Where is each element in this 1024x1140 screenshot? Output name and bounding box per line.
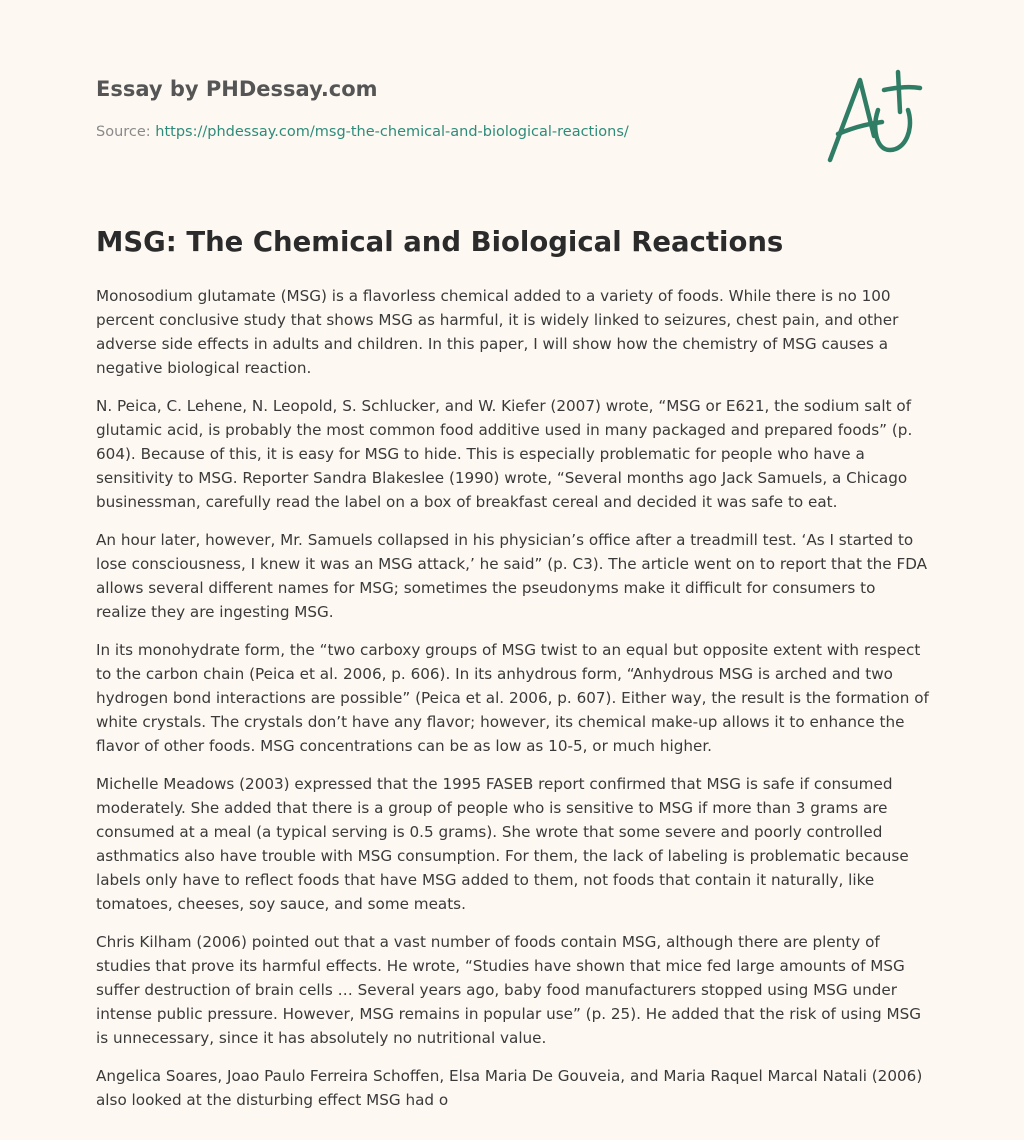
- page-header: [96, 0, 928, 200]
- essay-body: [96, 284, 930, 1126]
- essay-paragraph: Angelica Soares, Joao Paulo Ferreira Schoffen, Elsa Maria De Gouveia, and Maria Raquel Marcal Natali (2006) also looked at the disturbing effect MSG had o: [96, 1067, 923, 1109]
- source-label: Source:: [96, 124, 151, 140]
- site-title: Essay by PHDessay.com: [96, 77, 378, 101]
- source-line: [96, 124, 629, 140]
- source-link[interactable]: https://phdessay.com/msg-the-chemical-and-biological-reactions/: [155, 124, 629, 140]
- a-plus-logo-icon: [822, 66, 926, 166]
- essay-title: MSG: The Chemical and Biological Reactions: [96, 226, 784, 258]
- essay-paragraph: N. Peica, C. Lehene, N. Leopold, S. Schlucker, and W. Kiefer (2007) wrote, “MSG or E621, the sodium salt of glutamic acid, is probably the most common food additive used in many packaged and prepared foods” (p. 604). Because of this, it is easy for MSG to hide. This is especially problematic for people who have a sensitivity to MSG. Reporter Sandra Blakeslee (1990) wrote, “Several months ago Jack Samuels, a Chicago businessman, carefully read the label on a box of breakfast cereal and decided it was safe to eat.: [96, 397, 913, 511]
- essay-paragraph: In its monohydrate form, the “two carboxy groups of MSG twist to an equal but opposite extent with respect to the carbon chain (Peica et al. 2006, p. 606). In its anhydrous form, “Anhydrous MSG is arched and two hydrogen bond interactions are possible” (Peica et al. 2006, p. 607). Either way, the result is the formation of white crystals. The crystals don’t have any flavor; however, its chemical make-up allows it to enhance the flavor of other foods. MSG concentrations can be as low as 10-5, or much higher.: [96, 641, 929, 755]
- essay-paragraph: Monosodium glutamate (MSG) is a flavorless chemical added to a variety of foods. While there is no 100 percent conclusive study that shows MSG as harmful, it is widely linked to seizures, chest pain, and other adverse side effects in adults and children. In this paper, I will show how the chemistry of MSG causes a negative biological reaction.: [96, 287, 899, 377]
- essay-paragraph: Chris Kilham (2006) pointed out that a vast number of foods contain MSG, although there are plenty of studies that prove its harmful effects. He wrote, “Studies have shown that mice fed large amounts of MSG suffer destruction of brain cells … Several years ago, baby food manufacturers stopped using MSG under intense public pressure. However, MSG remains in popular use” (p. 25). He added that the risk of using MSG is unnecessary, since it has absolutely no nutritional value.: [96, 933, 922, 1047]
- essay-paragraph: Michelle Meadows (2003) expressed that the 1995 FASEB report confirmed that MSG is safe if consumed moderately. She added that there is a group of people who is sensitive to MSG if more than 3 grams are consumed at a meal (a typical serving is 0.5 grams). She wrote that some severe and poorly controlled asthmatics also have trouble with MSG consumption. For them, the lack of labeling is problematic because labels only have to reflect foods that have MSG added to them, not foods that contain it naturally, like tomatoes, cheeses, soy sauce, and some meats.: [96, 775, 909, 913]
- essay-paragraph: An hour later, however, Mr. Samuels collapsed in his physician’s office after a treadmill test. ‘As I started to lose consciousness, I knew it was an MSG attack,’ he said” (p. C3). The article went on to report that the FDA allows several different names for MSG; sometimes the pseudonyms make it difficult for consumers to realize they are ingesting MSG.: [96, 531, 928, 621]
